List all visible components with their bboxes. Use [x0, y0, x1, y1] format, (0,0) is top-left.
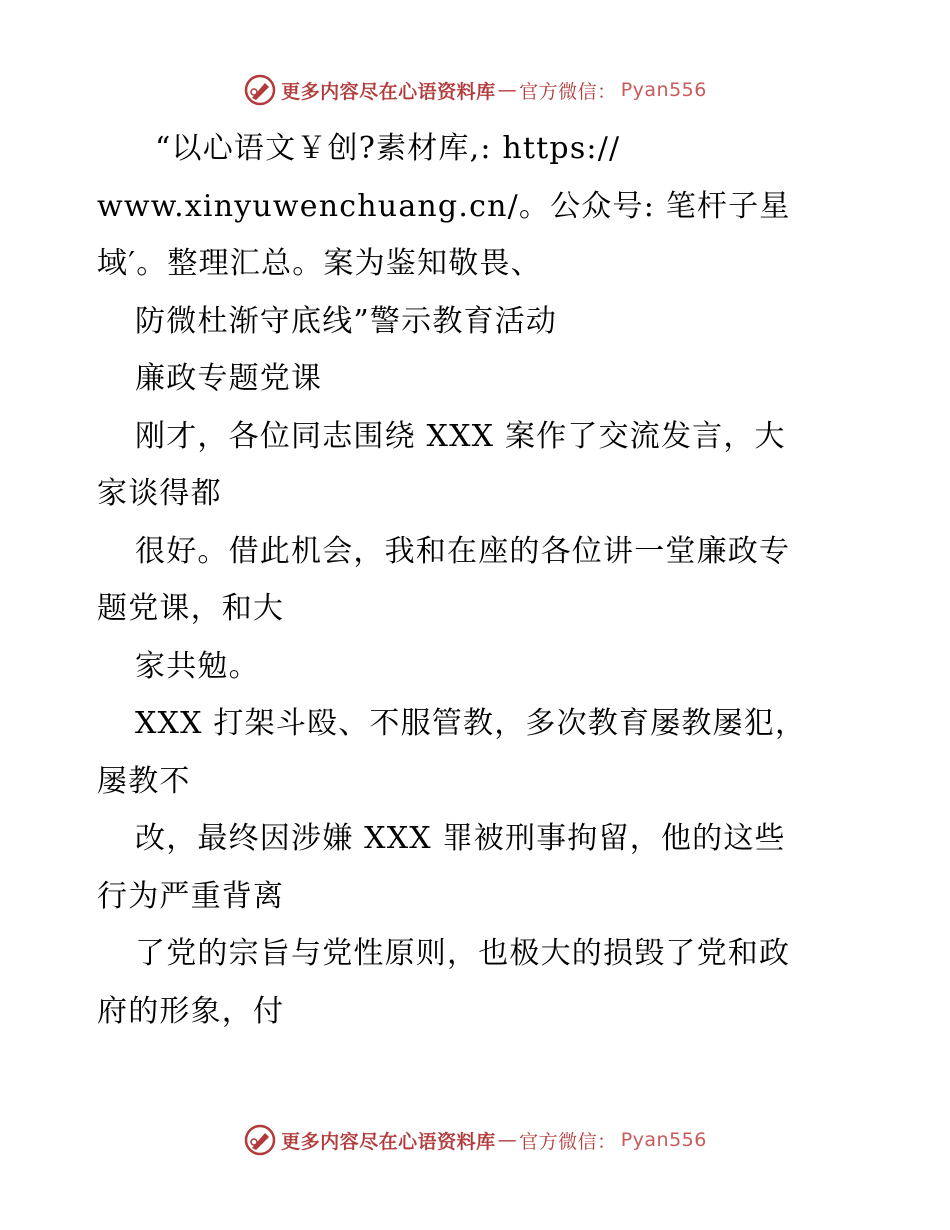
footer-wechat-label: 官方微信： [519, 1130, 617, 1153]
doc-line-6: 刚才，各位同志围绕 XXX 案作了交流发言，大 [135, 418, 786, 454]
doc-line-10: 家共勉。 [135, 648, 260, 684]
pen-nib-logo-icon [243, 1123, 277, 1157]
doc-line-4: 防微杜渐守底线”警示教育活动 [135, 303, 558, 339]
header-wechat-label: 官方微信： [519, 80, 617, 103]
header-dash: — [497, 79, 518, 101]
doc-line-7: 家谈得都 [97, 476, 222, 511]
doc-line-3: 域′。整理汇总。案为鉴知敬畏、 [97, 246, 542, 281]
doc-line-1: “以心语文￥创?素材库,: https:// [155, 131, 621, 166]
doc-line-11: XXX 打架斗殴、不服管教，多次教育屡教屡犯， [135, 706, 807, 741]
doc-line-16: 府的形象，付 [97, 993, 285, 1029]
header-banner [0, 70, 950, 110]
header-slogan: 更多内容尽在心语资料库 [281, 80, 496, 103]
document-body [97, 120, 857, 1040]
doc-line-14: 行为严重背离 [97, 878, 285, 914]
doc-line-9: 题党课，和大 [97, 591, 285, 626]
doc-line-15: 了党的宗旨与党性原则，也极大的损毁了党和政 [135, 936, 791, 971]
doc-line-8: 很好。借此机会，我和在座的各位讲一堂廉政专 [135, 533, 791, 569]
footer-slogan: 更多内容尽在心语资料库 [281, 1130, 496, 1153]
footer-wechat-id: Pyan556 [620, 1129, 707, 1151]
pen-nib-logo-icon [243, 73, 277, 107]
footer-banner [0, 1120, 950, 1160]
doc-line-13: 改，最终因涉嫌 XXX 罪被刑事拘留，他的这些 [135, 821, 786, 856]
doc-line-2: www.xinyuwenchuang.cn/。公众号: 笔杆子星 [97, 188, 791, 224]
footer-dash: — [497, 1129, 518, 1151]
doc-line-5: 廉政专题党课 [135, 361, 323, 396]
header-wechat-id: Pyan556 [620, 79, 707, 101]
doc-line-12: 屡教不 [97, 763, 191, 799]
